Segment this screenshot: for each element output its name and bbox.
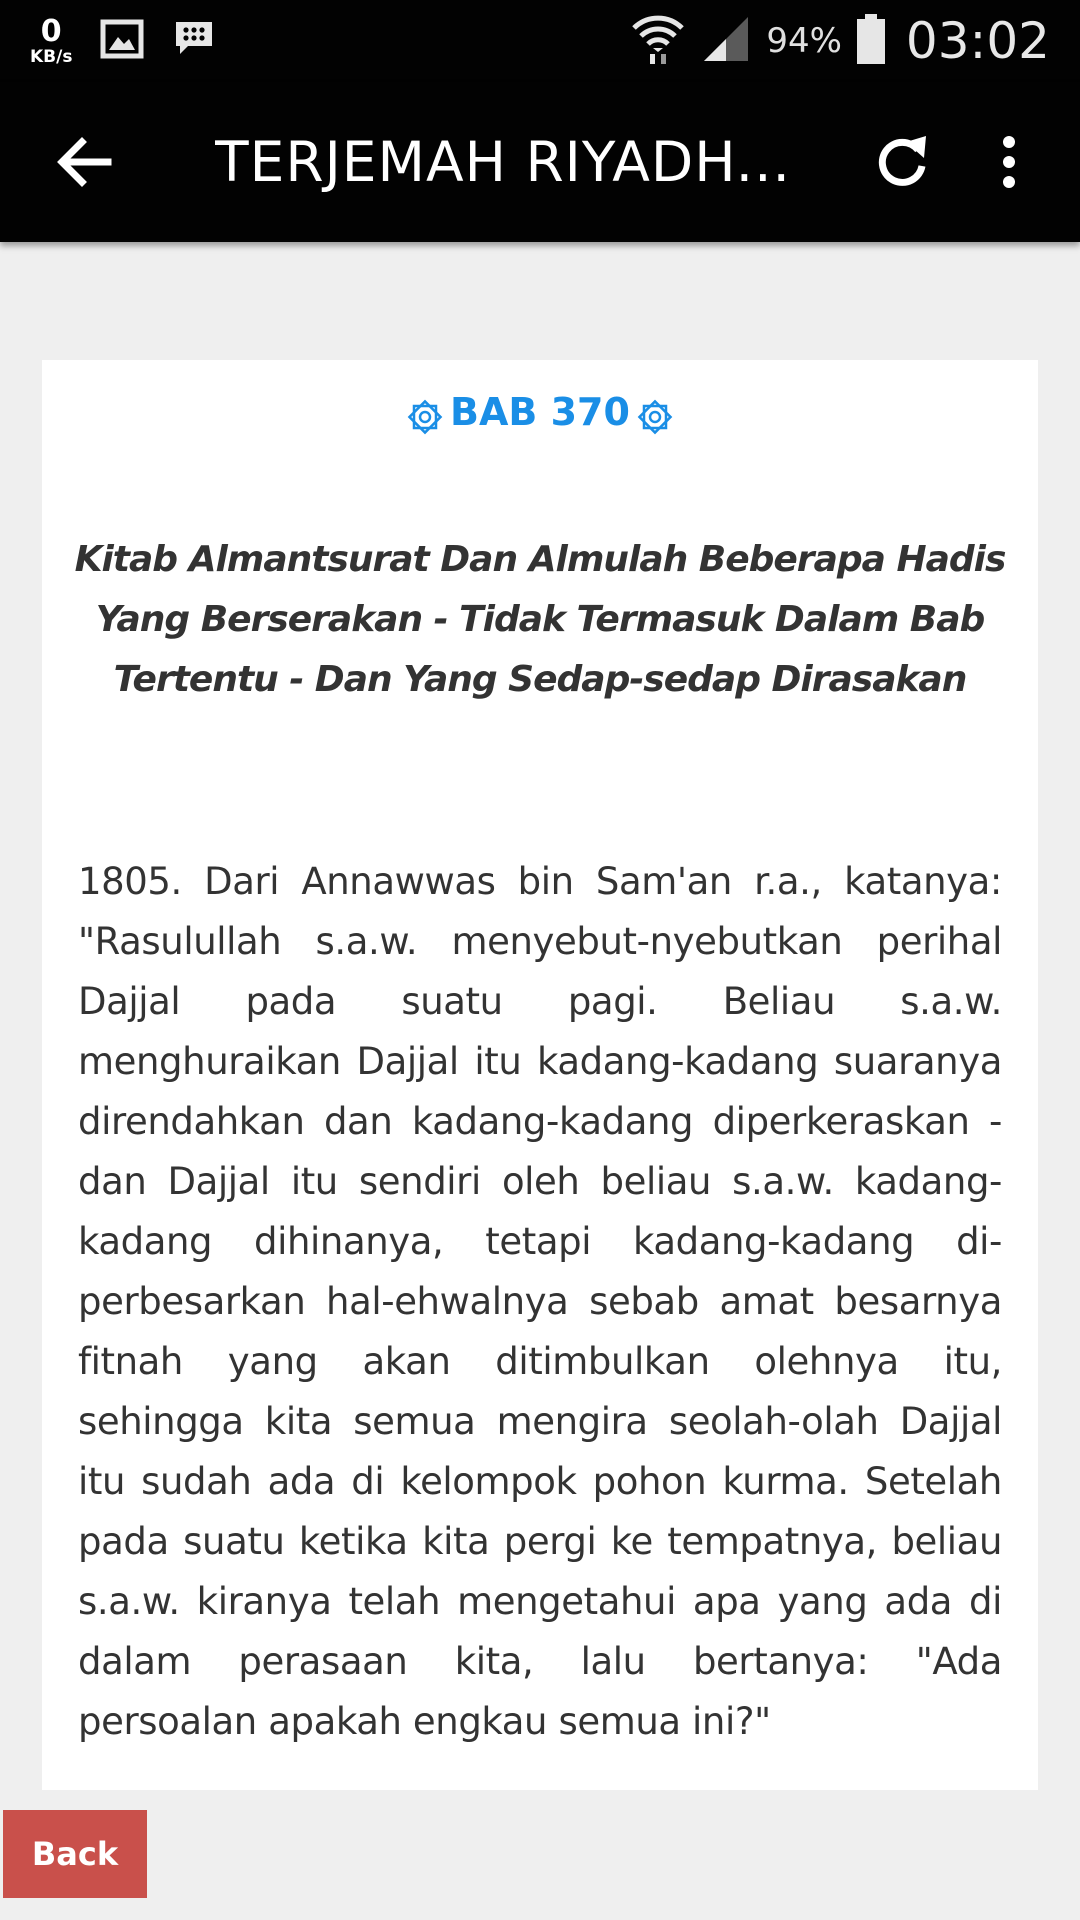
- signal-icon: [700, 13, 752, 69]
- refresh-icon[interactable]: [872, 130, 932, 194]
- status-bar: [0, 0, 1080, 82]
- network-speed-indicator: [30, 13, 73, 67]
- back-button[interactable]: Back: [3, 1810, 147, 1898]
- ornament-star-icon: [636, 393, 674, 431]
- status-clock: 03:02: [905, 12, 1050, 70]
- overflow-menu-icon[interactable]: [985, 130, 1033, 194]
- status-bar-left: [30, 10, 216, 72]
- bab-heading: [42, 382, 1038, 442]
- network-speed-unit: KB/s: [30, 46, 73, 67]
- network-speed-value: 0: [40, 13, 62, 49]
- ornament-star-icon: [406, 393, 444, 431]
- app-title: TERJEMAH RIYADH...: [215, 130, 792, 194]
- status-bar-right: [630, 0, 1050, 82]
- content-card: [42, 360, 1038, 1790]
- image-icon: [100, 19, 144, 63]
- bab-label: BAB 370: [450, 390, 630, 434]
- app-bar: [0, 82, 1080, 242]
- chapter-heading: Kitab Almantsurat Dan Almulah Beberapa Hadis Yang Berserakan - Tidak Termasuk Dalam Bab Tertentu - Dan Yang Sedap-sedap Dirasakan: [74, 539, 1006, 700]
- back-arrow-icon[interactable]: [52, 130, 116, 194]
- bbm-icon: [172, 18, 216, 64]
- battery-icon: [856, 13, 886, 69]
- battery-percent: 94%: [766, 21, 842, 61]
- hadith-text: 1805. Dari Annawwas bin Sam'an r.a., katanya: "Rasulullah s.a.w. menyebut-nyebutkan perihal Dajjal pada suatu pagi. Beliau s.a.w. menghuraikan Dajjal itu kadang-kadang suaranya direndahkan dan kadang-kadang diperkeraskan - dan Dajjal itu sendiri oleh beliau s.a.w. kadang-kadang dihinanya, tetapi kadang-kadang di-perbesarkan hal-ehwalnya sebab amat besarnya fitnah yang akan ditimbulkan olehnya itu, sehingga kita semua mengira seolah-olah Dajjal itu sudah ada di kelompok pohon kurma. Setelah pada suatu ketika kita pergi ke tempatnya, beliau s.a.w. kiranya telah mengetahui apa yang ada di dalam perasaan kita, lalu bertanya: "Ada persoalan apakah engkau semua ini?": [78, 860, 1002, 1743]
- wifi-icon: [630, 12, 686, 70]
